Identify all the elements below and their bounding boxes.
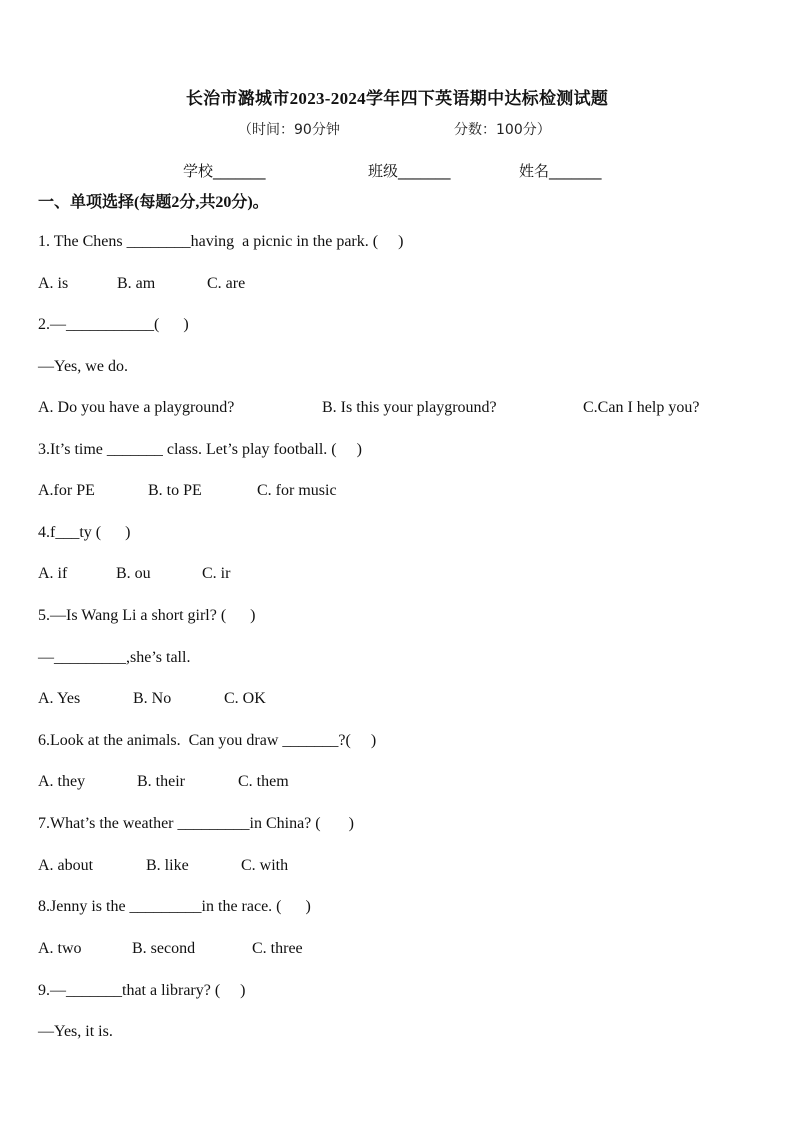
q4-option-b: B. ou bbox=[116, 565, 151, 582]
q5-option-b: B. No bbox=[133, 690, 172, 707]
q4-option-c: C. ir bbox=[202, 565, 231, 582]
page-title: 长治市潞城市2023-2024学年四下英语期中达标检测试题 bbox=[185, 89, 609, 108]
q7-option-a: A. about bbox=[38, 857, 94, 874]
question-2: 2.—___________( ) bbox=[38, 316, 189, 333]
question-8: 8.Jenny is the _________in the race. ( ) bbox=[38, 898, 311, 915]
q2-option-a: A. Do you have a playground? bbox=[38, 399, 235, 416]
q5-option-c: C. OK bbox=[224, 690, 266, 707]
question-6: 6.Look at the animals. Can you draw _______?( ) bbox=[38, 732, 377, 749]
q1-option-b: B. am bbox=[117, 275, 156, 292]
question-3: 3.It’s time _______ class. Let’s play football. ( ) bbox=[38, 441, 362, 458]
class-field: 班级_______ bbox=[368, 162, 451, 180]
q8-option-b: B. second bbox=[132, 940, 196, 957]
question-5: 5.—Is Wang Li a short girl? ( ) bbox=[38, 607, 256, 624]
q6-option-b: B. their bbox=[137, 773, 185, 790]
q7-option-c: C. with bbox=[241, 857, 289, 874]
q8-option-a: A. two bbox=[38, 940, 82, 957]
q6-option-c: C. them bbox=[238, 773, 289, 790]
question-7: 7.What’s the weather _________in China? ( ) bbox=[38, 815, 354, 832]
q2-option-b: B. Is this your playground? bbox=[322, 399, 497, 416]
question-1: 1. The Chens ________having a picnic in the park. ( ) bbox=[38, 233, 404, 250]
school-field: 学校_______ bbox=[183, 162, 266, 180]
q6-option-a: A. they bbox=[38, 773, 86, 790]
q3-option-c: C. for music bbox=[257, 482, 337, 499]
question-4: 4.f___ty ( ) bbox=[38, 524, 131, 541]
q3-option-b: B. to PE bbox=[148, 482, 202, 499]
section-heading: 一、单项选择(每题2分,共20分)。 bbox=[38, 194, 269, 211]
q7-option-b: B. like bbox=[146, 857, 189, 874]
q8-option-c: C. three bbox=[252, 940, 303, 957]
exam-time: （时间：90分钟 bbox=[238, 122, 340, 138]
q9-answer-line: —Yes, it is. bbox=[38, 1023, 113, 1040]
exam-score: 分数：100分） bbox=[454, 122, 551, 138]
q1-option-a: A. is bbox=[38, 275, 69, 292]
q5-answer-line: —_________,she’s tall. bbox=[38, 649, 191, 666]
question-9: 9.—_______that a library? ( ) bbox=[38, 982, 246, 999]
q2-option-c: C.Can I help you? bbox=[583, 399, 700, 416]
q1-option-c: C. are bbox=[207, 275, 246, 292]
q4-option-a: A. if bbox=[38, 565, 68, 582]
q5-option-a: A. Yes bbox=[38, 690, 81, 707]
q2-answer-line: —Yes, we do. bbox=[38, 358, 128, 375]
q3-option-a: A.for PE bbox=[38, 482, 95, 499]
name-field: 姓名_______ bbox=[519, 162, 602, 180]
